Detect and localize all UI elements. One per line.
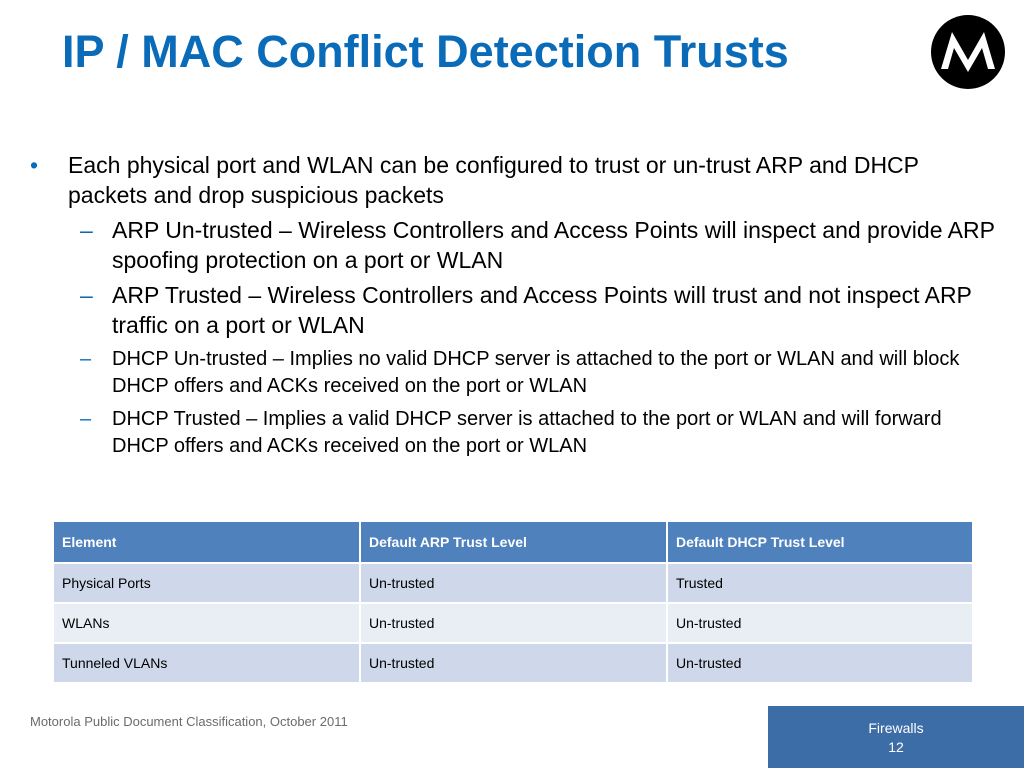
table-cell: Un-trusted [667, 643, 973, 683]
footer-classification: Motorola Public Document Classification, October 2011 [30, 714, 348, 729]
footer-section-box [768, 706, 1024, 768]
table-cell: Trusted [667, 563, 973, 603]
table-cell: WLANs [53, 603, 360, 643]
dash-marker: – [80, 348, 92, 370]
motorola-logo-icon [930, 14, 1006, 90]
sub-bullet-arp-untrusted [30, 215, 995, 275]
slide-title: IP / MAC Conflict Detection Trusts [62, 26, 789, 77]
sub-bullet-text: ARP Un-trusted – Wireless Controllers and Access Points will inspect and provide ARP spoofing protection on a port or WLAN [112, 217, 995, 273]
table-cell: Un-trusted [667, 603, 973, 643]
column-header-element: Element [53, 521, 360, 563]
table-cell: Un-trusted [360, 563, 667, 603]
bullet-marker: • [30, 152, 39, 178]
sub-bullet-dhcp-untrusted [30, 346, 995, 400]
sub-bullet-dhcp-trusted [30, 406, 995, 460]
dash-marker: – [80, 282, 93, 308]
table-cell: Physical Ports [53, 563, 360, 603]
sub-bullet-text: DHCP Trusted – Implies a valid DHCP server is attached to the port or WLAN and will forward DHCP offers and ACKs received on the port or WLAN [112, 408, 942, 457]
sub-bullet-text: ARP Trusted – Wireless Controllers and Access Points will trust and not inspect ARP traffic on a port or WLAN [112, 282, 972, 338]
main-bullet [30, 150, 995, 210]
table-row [53, 603, 973, 643]
column-header-dhcp: Default DHCP Trust Level [667, 521, 973, 563]
page-number: 12 [888, 739, 904, 755]
column-header-arp: Default ARP Trust Level [360, 521, 667, 563]
footer-section-label: Firewalls [868, 720, 924, 736]
table-cell: Un-trusted [360, 643, 667, 683]
table-row [53, 563, 973, 603]
slide-content [30, 150, 995, 460]
table-cell: Tunneled VLANs [53, 643, 360, 683]
dash-marker: – [80, 217, 93, 243]
dash-marker: – [80, 408, 92, 430]
table-cell: Un-trusted [360, 603, 667, 643]
sub-bullet-arp-trusted [30, 280, 995, 340]
table-row [53, 643, 973, 683]
main-bullet-text: Each physical port and WLAN can be configured to trust or un-trust ARP and DHCP packets and drop suspicious packets [68, 152, 919, 208]
table-header-row [53, 521, 973, 563]
sub-bullet-text: DHCP Un-trusted – Implies no valid DHCP server is attached to the port or WLAN and will block DHCP offers and ACKs received on the port or WLAN [112, 348, 960, 397]
trust-level-table [52, 520, 974, 684]
